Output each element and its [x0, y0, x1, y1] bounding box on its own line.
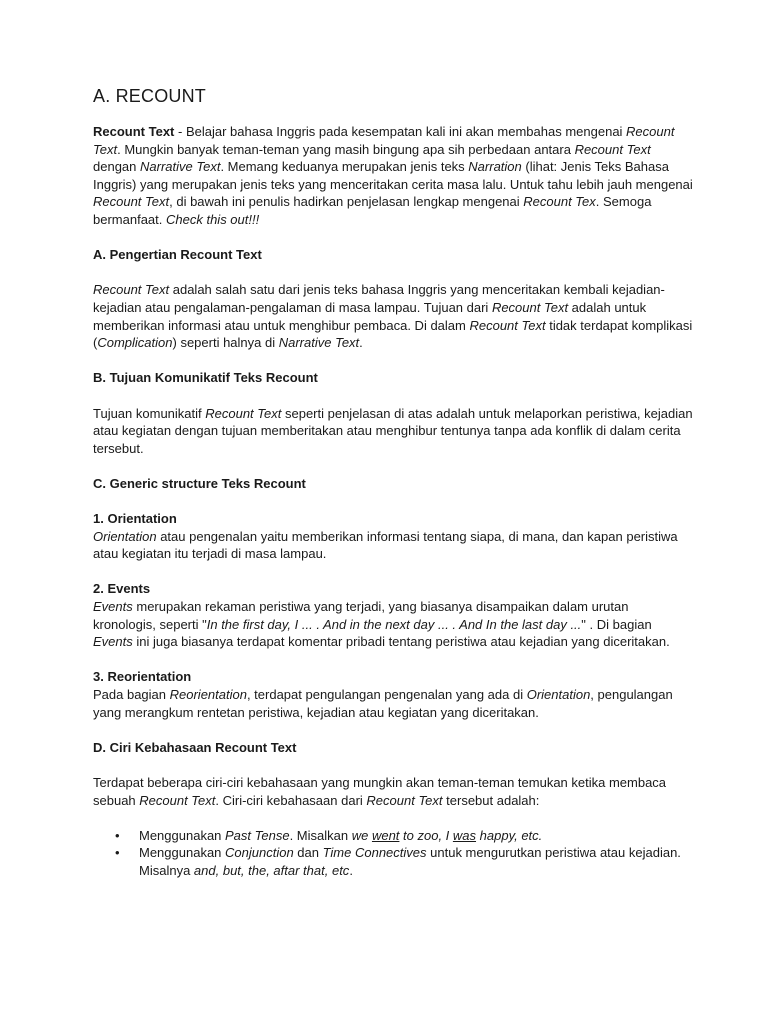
text-run: Terdapat beberapa ciri-ciri kebahasaan yang mungkin akan teman-teman temukan ketika membaca sebuah	[93, 774, 667, 808]
text-run: Pada bagian	[93, 687, 170, 702]
text-run: happy, etc.	[476, 827, 543, 843]
text-run: Conjunction	[225, 845, 294, 861]
text-run: . Misalkan	[289, 827, 352, 843]
text-run: tidak terdapat komplikasi (	[93, 317, 693, 351]
list-item	[93, 827, 693, 845]
text-run: Recount Text	[93, 194, 170, 210]
text-run: adalah untuk memberikan informasi atau untuk menghibur pembaca. Di dalam	[93, 299, 647, 333]
orientation-paragraph	[93, 528, 693, 563]
text-run: , terdapat pengulangan pengenalan yang ada di	[246, 687, 527, 702]
text-run: seperti penjelasan di atas adalah untuk melaporkan peristiwa, kejadian atau kegiatan dengan tujuan memberitakan atau menghibur tentunya tanpa ada konflik di dalam cerita tersebut.	[93, 405, 693, 456]
text-run: merupakan rekaman peristiwa yang terjadi, yang biasanya disampaikan dalam urutan kronologis, seperti "	[93, 599, 629, 632]
section-a-paragraph	[93, 281, 693, 351]
text-run	[352, 828, 543, 843]
text-run: Recount Text	[491, 299, 569, 315]
text-run: Past Tense	[225, 827, 290, 843]
text-run: Recount Text	[205, 405, 282, 421]
section-d-paragraph	[93, 774, 693, 809]
text-run: . Memang keduanya merupakan jenis teks	[220, 159, 469, 175]
section-b-heading: B. Tujuan Komunikatif Teks Recount	[93, 370, 318, 386]
text-run: " . Di bagian	[581, 616, 652, 632]
list-item	[93, 844, 693, 879]
section-a-heading: A. Pengertian Recount Text	[93, 247, 262, 263]
text-run: Complication	[97, 335, 173, 351]
text-run: Recount Text	[93, 124, 675, 157]
events-paragraph	[93, 598, 693, 651]
text-run: In the first day, I ... . And in the next day ... . And In the last day ...	[206, 616, 582, 632]
text-run: to zoo, I	[399, 827, 453, 843]
section-d-heading: D. Ciri Kebahasaan Recount Text	[93, 739, 297, 755]
text-run: Tujuan komunikatif	[93, 405, 206, 421]
text-run: Time Connectives	[322, 845, 427, 861]
text-run: . Ciri-ciri kebahasaan dari	[215, 792, 367, 808]
reorientation-heading: 3. Reorientation	[93, 669, 192, 685]
text-run: .	[359, 335, 363, 351]
text-run: Orientation	[526, 687, 591, 702]
text-run: and, but, the, aftar that, etc	[193, 862, 350, 878]
text-run: . Mungkin banyak teman-teman yang masih bingung apa sih perbedaan antara	[117, 141, 575, 157]
reorientation-paragraph	[93, 686, 693, 721]
text-run: dengan	[93, 159, 140, 175]
text-run: Events	[93, 634, 133, 650]
ciri-list	[93, 827, 693, 880]
text-run: - Belajar bahasa Inggris pada kesempatan kali ini akan membahas mengenai	[174, 124, 627, 139]
text-run: Recount Tex	[523, 194, 596, 210]
bullet-icon: •	[115, 845, 120, 861]
text-run: . Semoga bermanfaat.	[93, 194, 652, 227]
text-run: , di bawah ini penulis hadirkan penjelasan lengkap mengenai	[169, 194, 524, 210]
text-run: Menggunakan	[139, 827, 226, 843]
text-run: Events	[93, 599, 133, 615]
orientation-heading: 1. Orientation	[93, 511, 177, 527]
events-heading: 2. Events	[93, 581, 151, 597]
section-b-paragraph	[93, 405, 693, 458]
text-run: Recount Text	[469, 317, 546, 333]
text-run: Narration	[468, 159, 522, 175]
text-run: (lihat: Jenis Teks Bahasa Inggris) yang merupakan jenis teks yang menceritakan cerita masa lalu. Untuk tahu lebih jauh mengenai	[93, 159, 693, 192]
text-run: , pengulangan yang merangkum rentetan peristiwa, kejadian atau kegiatan yang diceritakan.	[93, 687, 673, 720]
section-c-heading: C. Generic structure Teks Recount	[93, 475, 306, 491]
text-run: dan	[293, 845, 323, 861]
document-title: A. RECOUNT	[93, 86, 207, 106]
document-page	[93, 86, 693, 880]
text-run: Menggunakan	[139, 845, 226, 861]
text-run: Orientation	[93, 528, 157, 544]
text-run: Recount Text	[366, 792, 443, 808]
text-run: Check this out!!!	[166, 211, 260, 227]
text-run: untuk mengurutkan peristiwa atau kejadian. Misalnya	[139, 845, 681, 878]
text-run: Recount Text	[139, 792, 216, 808]
text-run: ini juga biasanya terdapat komentar pribadi tentang peristiwa atau kejadian yang diceritakan.	[132, 634, 670, 650]
text-run: adalah salah satu dari jenis teks bahasa Inggris yang menceritakan kembali kejadian-kejadian atau pengalaman-pengalaman di masa lampau. Tujuan dari	[93, 282, 665, 315]
text-run: Narrative Text	[278, 335, 360, 351]
text-run: Reorientation	[169, 687, 247, 702]
text-run: atau pengenalan yaitu memberikan informasi tentang siapa, di mana, dan kapan peristiwa atau kegiatan itu terjadi di masa lampau.	[93, 528, 678, 562]
text-run: Recount Text	[574, 141, 651, 157]
text-run: ) seperti halnya di	[172, 335, 279, 351]
text-run: Narrative Text	[140, 159, 221, 175]
underlined-word: went	[371, 827, 400, 843]
text-run: tersebut adalah:	[442, 792, 540, 808]
intro-term: Recount Text	[93, 124, 175, 139]
intro-paragraph	[93, 123, 693, 229]
text-run: Recount Text	[93, 282, 170, 298]
bullet-icon: •	[115, 827, 120, 843]
underlined-word: was	[452, 827, 477, 843]
text-run: we	[351, 827, 372, 843]
text-run: .	[349, 862, 353, 878]
